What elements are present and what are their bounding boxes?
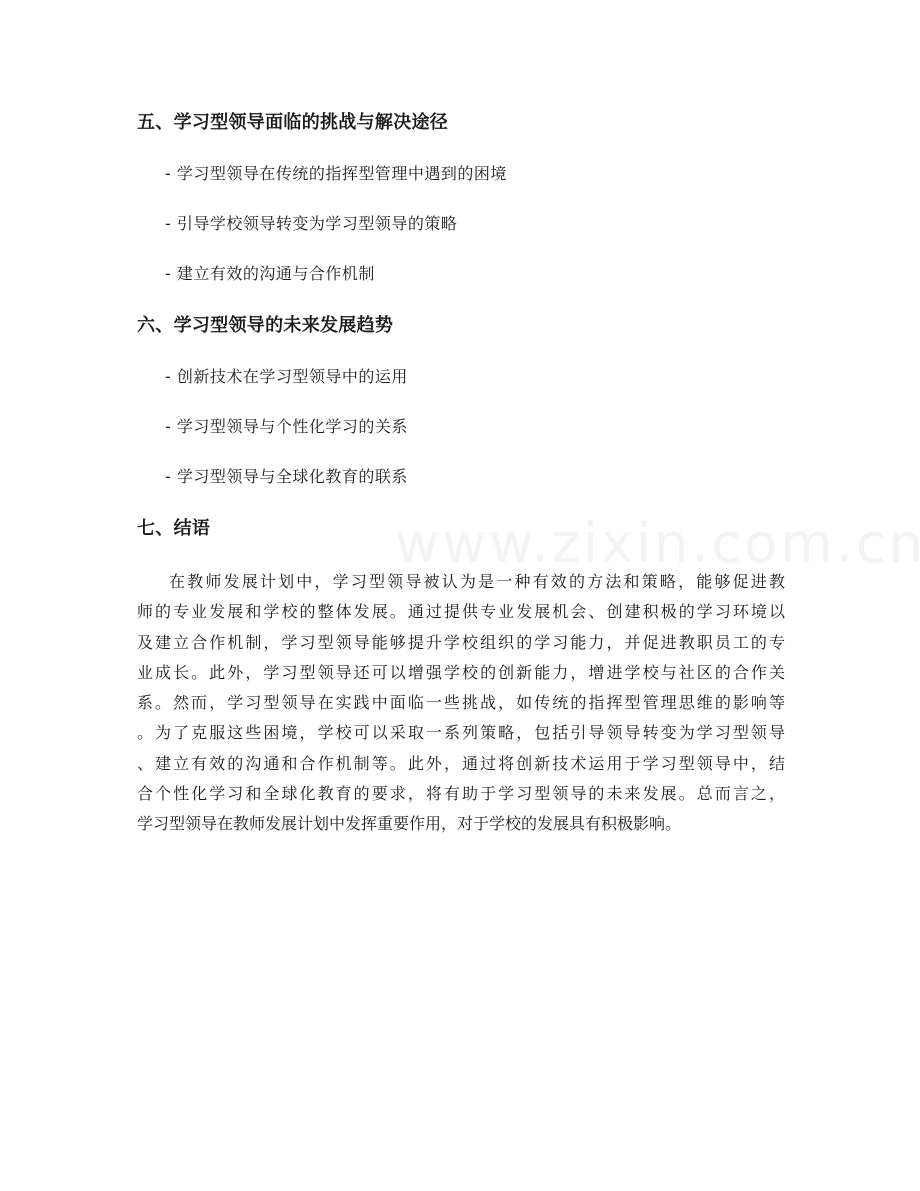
conclusion-line: 师的专业发展和学校的整体发展。通过提供专业发展机会、创建积极的学习环境以: [137, 602, 785, 622]
conclusion-line: 在教师发展计划中，学习型领导被认为是一种有效的方法和策略，能够促进教: [169, 572, 785, 591]
section-7-heading: 七、结语: [137, 518, 211, 539]
conclusion-line: 系。然而，学习型领导在实践中面临一些挑战，如传统的指挥型管理思维的影响等: [137, 693, 785, 713]
conclusion-line: 。为了克服这些困境，学校可以采取一系列策略，包括引导领导转变为学习型领导: [137, 723, 785, 743]
section-6-item-3: - 学习型领导与全球化教育的联系: [165, 467, 408, 486]
conclusion-line: 、建立有效的沟通和合作机制等。此外，通过将创新技术运用于学习型领导中，结: [137, 753, 785, 773]
conclusion-line: 及建立合作机制，学习型领导能够提升学校组织的学习能力，并促进教职员工的专: [137, 632, 785, 652]
section-5-item-1: - 学习型领导在传统的指挥型管理中遇到的困境: [165, 164, 507, 183]
section-6-item-1: - 创新技术在学习型领导中的运用: [165, 367, 408, 386]
conclusion-paragraph: [137, 567, 785, 840]
section-5-heading: 五、学习型领导面临的挑战与解决途径: [137, 112, 449, 133]
watermark: [395, 512, 920, 575]
section-5-item-3: - 建立有效的沟通与合作机制: [165, 264, 375, 283]
conclusion-line: 业成长。此外，学习型领导还可以增强学校的创新能力，增进学校与社区的合作关: [137, 662, 785, 682]
conclusion-line: 学习型领导在教师发展计划中发挥重要作用，对于学校的发展具有积极影响。: [137, 814, 682, 834]
section-6-item-2: - 学习型领导与个性化学习的关系: [165, 417, 408, 436]
section-5-item-2: - 引导学校领导转变为学习型领导的策略: [165, 214, 458, 233]
section-6-heading: 六、学习型领导的未来发展趋势: [137, 315, 394, 336]
conclusion-line: 合个性化学习和全球化教育的要求，将有助于学习型领导的未来发展。总而言之，: [137, 784, 785, 804]
